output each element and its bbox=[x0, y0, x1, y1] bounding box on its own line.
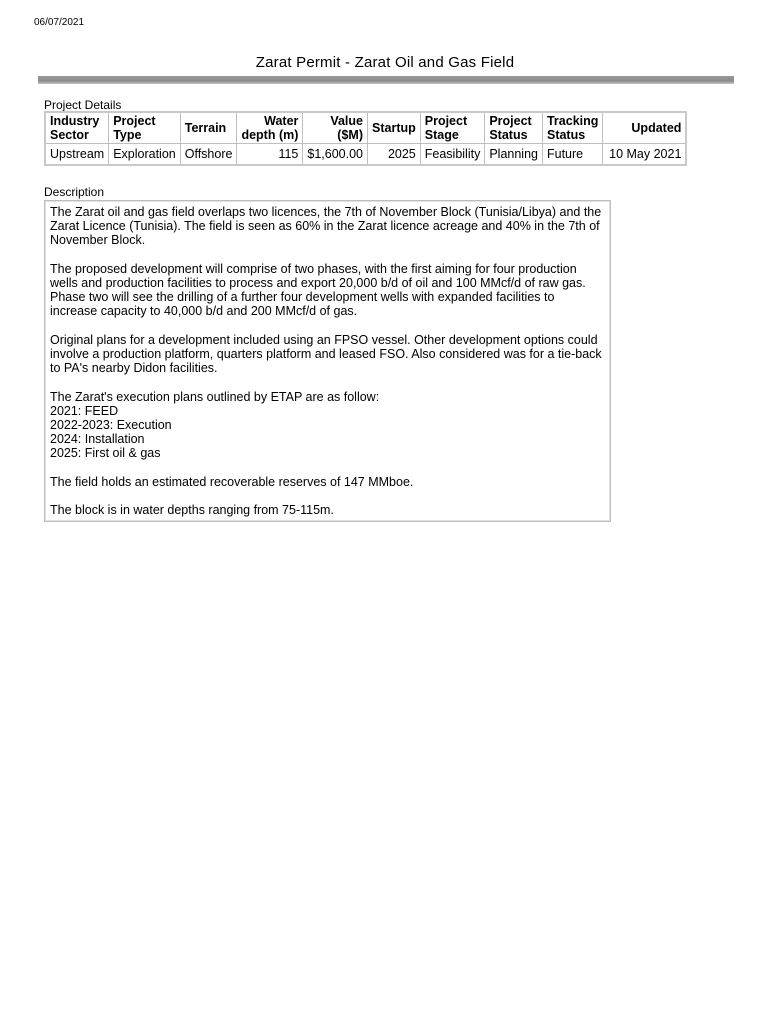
column-header-tracking-status: Tracking Status bbox=[542, 112, 602, 144]
column-header-industry-sector: Industry Sector bbox=[45, 112, 109, 144]
description-paragraph: The proposed development will comprise of two phases, with the first aiming for four production wells and production facilities to process and export 20,000 b/d of oil and 100 MMcf/d of raw gas. Phase two will see the drilling of a further four development wells with expanded facilities to increase capacity to 40,000 b/d and 200 MMcf/d of gas. bbox=[50, 261, 586, 319]
column-header-updated: Updated bbox=[603, 112, 687, 144]
cell-terrain: Offshore bbox=[180, 144, 237, 166]
execution-plan-intro: The Zarat's execution plans outlined by ETAP are as follow: bbox=[50, 389, 380, 404]
description-box bbox=[44, 200, 611, 522]
cell-project-status: Planning bbox=[485, 144, 543, 166]
cell-value: $1,600.00 bbox=[303, 144, 368, 166]
page-title: Zarat Permit - Zarat Oil and Gas Field bbox=[255, 54, 515, 71]
description-paragraph: The block is in water depths ranging from 75-115m. bbox=[50, 503, 334, 518]
description-paragraph: Original plans for a development included using an FPSO vessel. Other development options could involve a production platform, quarters platform and leased FSO. Also considered was for a tie-back to PA's nearby Didon facilities. bbox=[50, 332, 602, 376]
execution-plan-item: 2025: First oil & gas bbox=[50, 446, 161, 461]
cell-tracking-status: Future bbox=[542, 144, 602, 166]
title-divider bbox=[38, 76, 734, 84]
execution-plan-item: 2024: Installation bbox=[50, 432, 145, 447]
table-header-row bbox=[45, 112, 686, 144]
column-header-project-stage: Project Stage bbox=[420, 112, 485, 144]
project-details-label: Project Details bbox=[44, 98, 122, 112]
description-paragraph: The Zarat oil and gas field overlaps two licences, the 7th of November Block (Tunisia/Libya) and the Zarat Licence (Tunisia). The field is seen as 60% in the Zarat licence acreage and 40% in the 7th of November Block. bbox=[50, 205, 602, 248]
cell-industry-sector: Upstream bbox=[45, 144, 109, 166]
column-header-project-status: Project Status bbox=[485, 112, 543, 144]
execution-plan-item: 2022-2023: Execution bbox=[50, 418, 172, 432]
description-label: Description bbox=[44, 185, 105, 199]
project-details-table bbox=[44, 111, 687, 166]
table-row bbox=[45, 144, 686, 166]
execution-plan bbox=[50, 390, 605, 461]
column-header-water-depth: Water depth (m) bbox=[237, 112, 303, 144]
column-header-value: Value ($M) bbox=[303, 112, 368, 144]
cell-updated: 10 May 2021 bbox=[603, 144, 687, 166]
column-header-project-type: Project Type bbox=[109, 112, 181, 144]
column-header-startup: Startup bbox=[368, 112, 421, 144]
column-header-terrain: Terrain bbox=[180, 112, 237, 144]
cell-project-stage: Feasibility bbox=[420, 144, 485, 166]
print-date: 06/07/2021 bbox=[34, 17, 85, 28]
cell-startup: 2025 bbox=[368, 144, 421, 166]
cell-water-depth: 115 bbox=[237, 144, 303, 166]
description-paragraph: The field holds an estimated recoverable reserves of 147 MMboe. bbox=[50, 474, 414, 489]
execution-plan-item: 2021: FEED bbox=[50, 403, 119, 418]
cell-project-type: Exploration bbox=[109, 144, 181, 166]
